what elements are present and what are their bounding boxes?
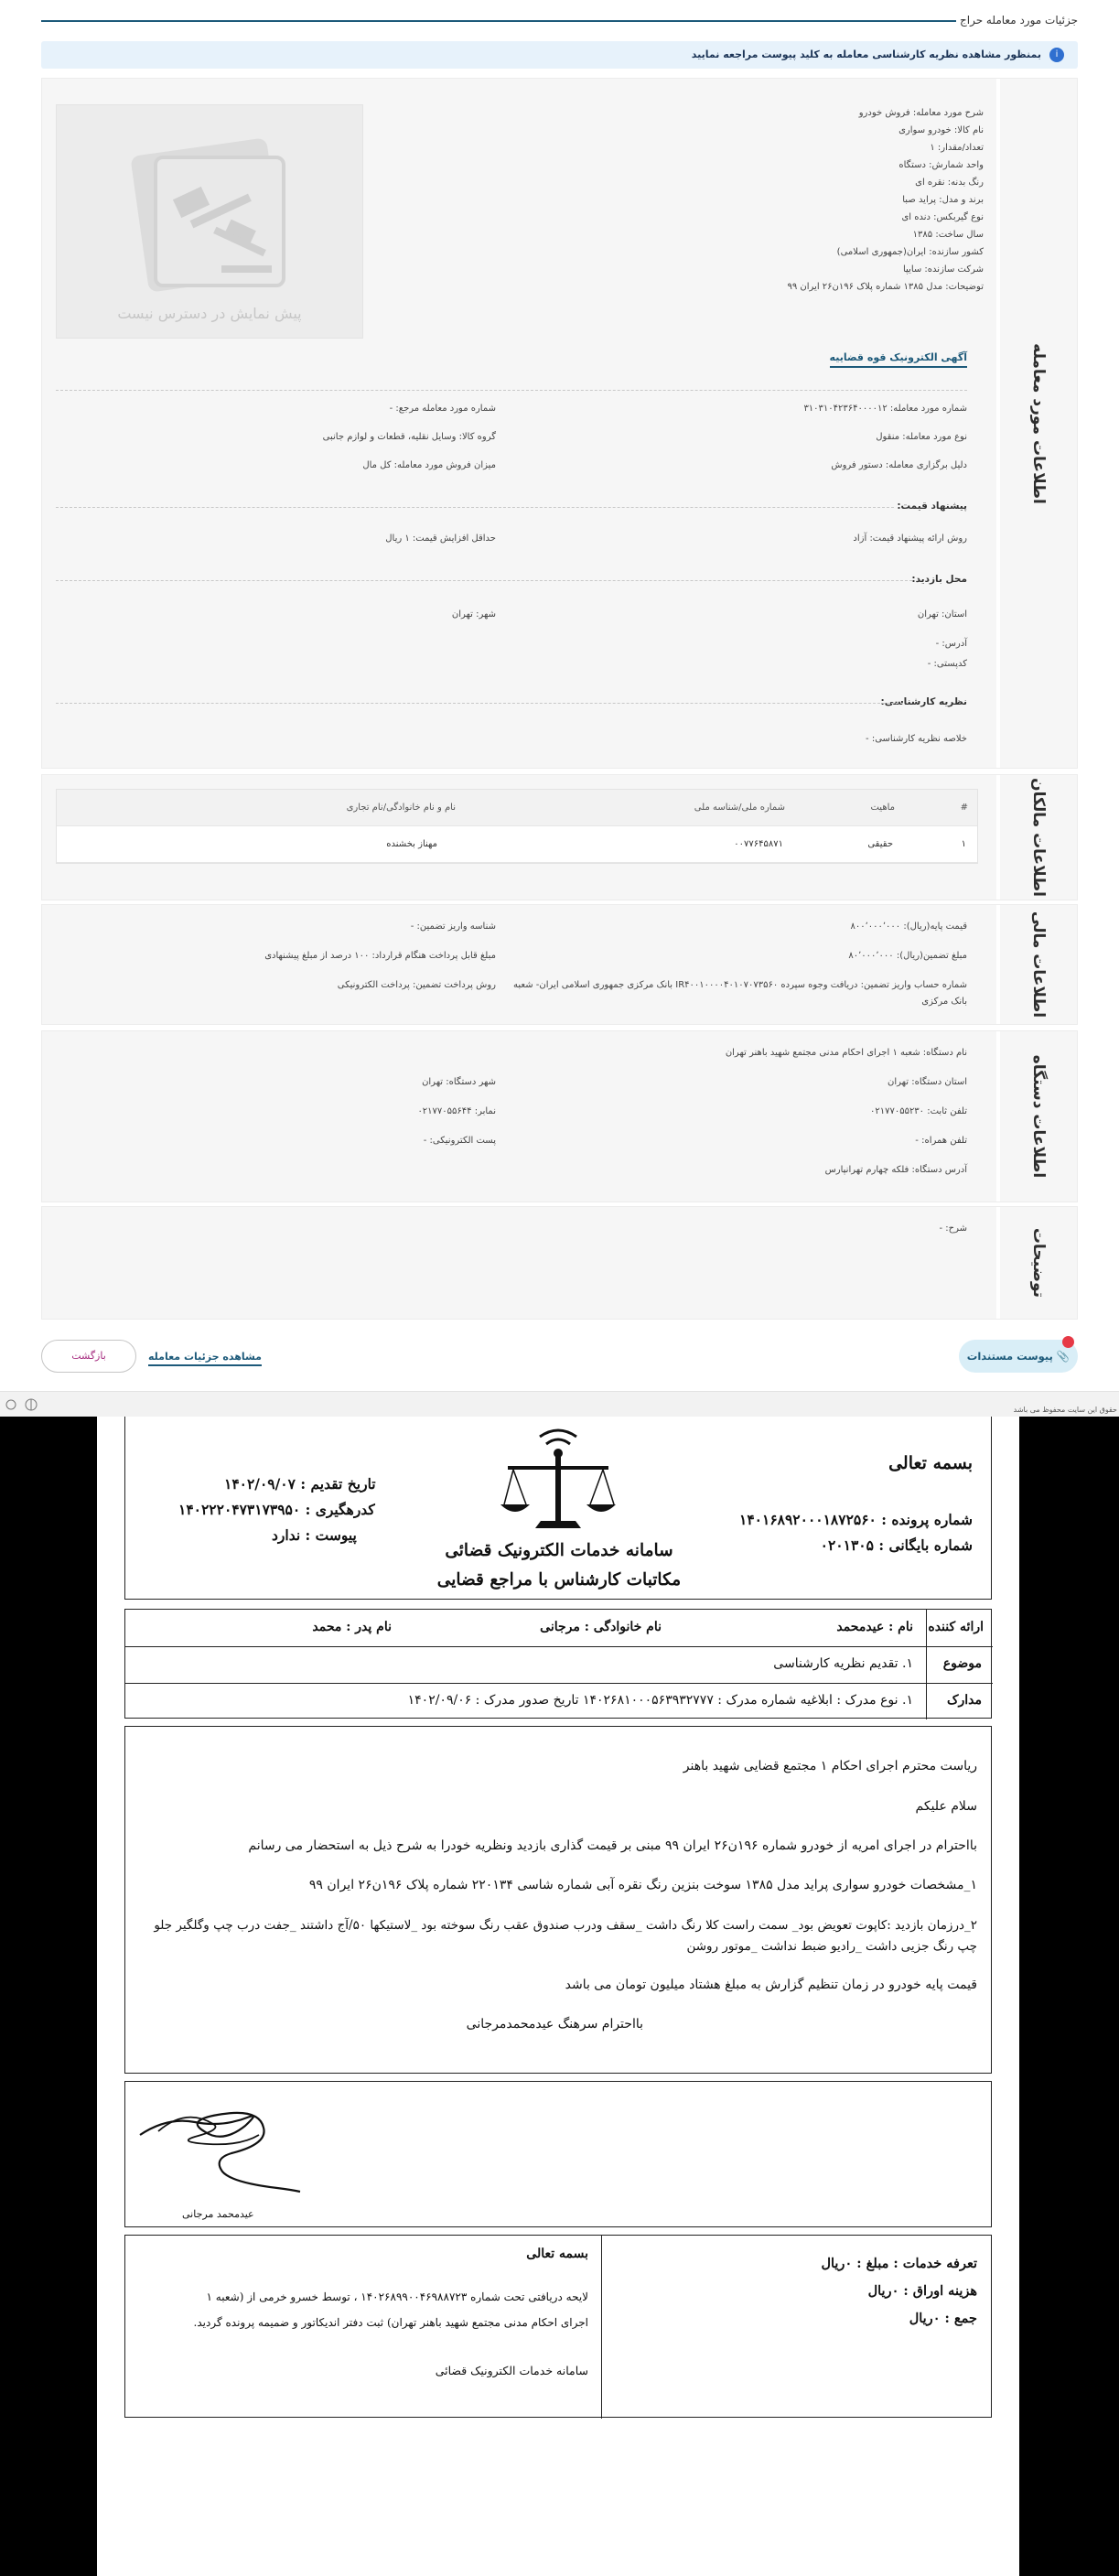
- divider: [56, 390, 967, 391]
- signature-box: [124, 2081, 992, 2227]
- office-address: آدرس دستگاه: فلکه چهارم تهرانپارس: [824, 1165, 967, 1175]
- pay-method: روش پرداخت تضمین: پرداخت الکترونیکی: [337, 980, 496, 990]
- doc-footer-box: [124, 2235, 992, 2418]
- receipt-line: لایحه دریافتی تحت شماره ۱۴۰۲۶۸۹۹۰۰۴۶۹۸۸۷۲۳ ، توسط خسرو خرمی از (شعبه ۱: [206, 2290, 588, 2303]
- copyright-notice: حقوق این سایت محفوظ می باشد: [1013, 1406, 1117, 1414]
- office-name: نام دستگاه: شعبه ۱ اجرای احکام مدنی مجتمع شهید باهنر تهران: [725, 1048, 967, 1058]
- visit-postal: کدپستی: -: [927, 659, 967, 669]
- subject-label: موضوع: [942, 1656, 982, 1671]
- tracking-code: کدرهگیری : ۱۴۰۲۲۲۰۴۷۳۱۷۳۹۵۰: [178, 1501, 375, 1518]
- cell-name: مهناز بخشنده: [386, 839, 437, 849]
- ad-link[interactable]: آگهی الکترونیک قوه قضاییه: [830, 351, 967, 368]
- info-icon: i: [1049, 48, 1064, 62]
- col-type: ماهیت: [870, 803, 895, 813]
- col-index: #: [960, 803, 968, 813]
- body-signoff: بااحترام سرهنگ عیدمحمدمرجانی: [466, 2017, 643, 2032]
- presenter-first-name: نام : عیدمحمد: [836, 1620, 913, 1634]
- section-title: اطلاعات مورد معامله: [1029, 342, 1048, 504]
- notes-section: [41, 1206, 1078, 1320]
- service-fee: تعرفه خدمات : مبلغ : ۰ریال: [821, 2256, 977, 2271]
- action-bar: [0, 1340, 1119, 1376]
- desc-line: رنگ بدنه: نقره ای: [915, 178, 984, 188]
- emblem-icon: [4, 1396, 40, 1414]
- notes-side: [996, 1207, 1077, 1319]
- back-button[interactable]: بازگشت: [41, 1340, 136, 1373]
- item-info-side: [996, 79, 1077, 768]
- doc-bismillah: بسمه تعالی: [888, 1453, 973, 1473]
- owners-section: [41, 774, 1078, 900]
- body-line: چپ رنگ جزیی داشت _رادیو ضبط نداشت _موتور روشن: [686, 1939, 977, 1954]
- judiciary-emblem-icon: [499, 1426, 618, 1534]
- docs-label: مدارک: [946, 1693, 982, 1708]
- section-title: توضیحات: [1029, 1227, 1048, 1299]
- office-phone: تلفن ثابت: ۰۲۱۷۷۰۵۵۲۳۰: [869, 1106, 967, 1116]
- desc-line: شرکت سازنده: سایپا: [902, 264, 984, 275]
- visit-province: استان: تهران: [917, 609, 967, 620]
- deposit-id: شناسه واریز تضمین: -: [410, 922, 496, 932]
- presenter-label: ارائه کننده: [928, 1620, 984, 1634]
- base-price: قیمت پایه(ریال): ۸۰۰٬۰۰۰٬۰۰۰: [850, 922, 967, 932]
- body-line: ریاست محترم اجرای احکام ۱ مجتمع قضایی شهید باهنر: [683, 1759, 977, 1773]
- desc-line: تعداد/مقدار: ۱: [930, 143, 984, 153]
- owners-table: [56, 789, 978, 864]
- col-name: نام و نام خانوادگی/نام تجاری: [346, 803, 456, 813]
- desc-line: کشور سازنده: ایران(جمهوری اسلامی): [836, 247, 984, 257]
- table-divider: [125, 1646, 993, 1647]
- archive-number: شماره بایگانی : ۰۲۰۱۳۰۵: [820, 1536, 973, 1554]
- finance-section: [41, 904, 1078, 1025]
- item-type: نوع مورد معامله: منقول: [876, 432, 967, 442]
- notice-text: بمنظور مشاهده نظریه کارشناسی معامله به کلید پیوست مراجعه نمایید: [691, 49, 1041, 60]
- cell-type: حقیقی: [867, 839, 893, 849]
- divider: [56, 703, 903, 704]
- paperclip-icon: 📎: [1056, 1350, 1071, 1363]
- notification-badge: [1062, 1336, 1074, 1348]
- body-line: بااحترام در اجرای امریه از خودرو شماره ۱۹۶ن۲۶ ایران ۹۹ مبنی بر قیمت گذاری بازدید ونظریه خودرا به شرح ذیل به استحضار می رسانم: [248, 1838, 977, 1853]
- org-name: سامانه خدمات الکترونیک قضائی: [445, 1541, 673, 1560]
- attachments-button[interactable]: [959, 1340, 1078, 1373]
- signature-image: [131, 2089, 305, 2199]
- visit-city: شهر: تهران: [451, 609, 496, 620]
- office-section: [41, 1030, 1078, 1202]
- body-line: ۱_مشخصات خودرو سواری پراید مدل ۱۳۸۵ سوخت بنزین رنگ نقره آبی شماره شاسی ۲۲۰۱۳۴ شماره پلاک ۱۹۶ن۲۶ ایران ۹۹: [308, 1878, 977, 1892]
- section-title: اطلاعات مالکان: [1029, 778, 1048, 897]
- expert-opinion-document: [97, 1417, 1019, 2576]
- cell-national-id: ۰۰۷۷۶۴۵۸۷۱: [734, 839, 783, 849]
- office-mobile: تلفن همراه: -: [915, 1136, 967, 1146]
- subject-value: ۱. تقدیم نظریه کارشناسی: [773, 1656, 913, 1671]
- desc-line: سال ساخت: ۱۳۸۵: [912, 230, 984, 240]
- office-city: شهر دستگاه: تهران: [422, 1077, 496, 1087]
- table-row: [57, 826, 977, 863]
- doc-header: [124, 1417, 992, 1600]
- preview-caption: پیش نمایش در دسترس نیست: [117, 305, 302, 322]
- attachment-info: پیوست : ندارد: [272, 1526, 357, 1544]
- price-heading: پیشنهاد قیمت:: [897, 501, 967, 512]
- section-title: اطلاعات دستگاه: [1029, 1054, 1048, 1179]
- divider: [56, 580, 912, 581]
- sale-reason: دلیل برگزاری معامله: دستور فروش: [831, 460, 967, 470]
- org-subtitle: مکاتبات کارشناس با مراجع قضایی: [436, 1570, 682, 1590]
- table-divider: [926, 1610, 927, 1719]
- office-province: استان دستگاه: تهران: [888, 1077, 967, 1087]
- finance-side: [996, 905, 1077, 1024]
- divider: [56, 507, 894, 508]
- body-line: قیمت پایه خودرو در زمان تنظیم گزارش به مبلغ هشتاد میلیون تومان می باشد: [565, 1978, 977, 1992]
- receipt-title: بسمه تعالی: [526, 2247, 588, 2261]
- office-fax: نمابر: ۰۲۱۷۷۰۵۵۶۴۴: [417, 1106, 496, 1116]
- desc-line: واحد شمارش: دستگاه: [898, 160, 984, 170]
- details-link[interactable]: مشاهده جزئیات معامله: [148, 1351, 262, 1366]
- desc-line: نوع گیربکس: دنده ای: [901, 212, 984, 222]
- office-email: پست الکترونیکی: -: [423, 1136, 496, 1146]
- guarantee-amount: مبلغ تضمین(ریال): ۸۰٬۰۰۰٬۰۰۰: [848, 951, 967, 961]
- case-number: شماره پرونده : ۱۴۰۱۶۸۹۲۰۰۰۱۸۷۲۵۶۰: [739, 1511, 973, 1528]
- price-min-increase: حداقل افزایش قیمت: ۱ ریال: [385, 534, 496, 544]
- owners-side: [996, 775, 1077, 900]
- body-line: ۲_درزمان بازدید :کاپوت تعویض بود_ سمت راست کلا رنگ داشت _سقف ودرب صندوق عقب رنگ سوخته بود _لاستیکها ۵۰/آج داشتند _جفت درب چپ وگلگیر جلو: [154, 1918, 977, 1933]
- account-number-cont: بانک مرکزی: [921, 997, 967, 1007]
- notes-desc: شرح: -: [939, 1223, 967, 1234]
- paper-fee: هزینه اوراق : ۰ریال: [867, 2283, 977, 2299]
- cell-index: ۱: [961, 839, 966, 849]
- doc-info-table: [124, 1609, 992, 1719]
- visit-address: آدرس: -: [935, 639, 967, 649]
- presenter-father-name: نام پدر : محمد: [312, 1620, 392, 1634]
- office-side: [996, 1031, 1077, 1202]
- ref-origin: شماره مورد معامله مرجع: -: [389, 404, 496, 414]
- desc-line: توضیحات: مدل ۱۳۸۵ شماره پلاک ۱۹۶ن۲۶ ایران ۹۹: [787, 282, 984, 292]
- col-national-id: شماره ملی/شناسه ملی: [694, 803, 785, 813]
- box-divider: [601, 2236, 602, 2419]
- body-line: سلام علیکم: [915, 1799, 977, 1814]
- docs-value: ۱. نوع مدرک : ابلاغیه شماره مدرک : ۱۴۰۲۶۸۱۰۰۰۵۶۳۹۳۲۷۷۷ تاریخ صدور مدرک : ۱۴۰۲/۰۹/۰۶: [407, 1693, 913, 1708]
- image-preview: [56, 104, 363, 339]
- desc-line: نام کالا: خودرو سواری: [898, 125, 984, 135]
- expert-heading: نظریه کارشناسی:: [880, 696, 967, 707]
- receipt-footer: سامانه خدمات الکترونیک قضائی: [435, 2364, 588, 2377]
- doc-body: [124, 1726, 992, 2074]
- section-title: اطلاعات مالی: [1029, 911, 1048, 1019]
- contract-amount: مبلغ قابل پرداخت هنگام قرارداد: ۱۰۰ درصد از مبلغ پیشنهادی: [264, 951, 496, 961]
- viewer-footer: [0, 1391, 1119, 1417]
- price-method: روش ارائه پیشنهاد قیمت: آزاد: [853, 534, 967, 544]
- page-title: جزئیات مورد معامله حراج: [960, 14, 1078, 27]
- item-group: گروه کالا: وسایل نقلیه، قطعات و لوازم جانبی: [322, 432, 496, 442]
- account-number: شماره حساب واریز تضمین: دریافت وجوه سپرده IR۴۰۰۱۰۰۰۰۴۰۱۰۷۰۷۳۵۶۰ بانک مرکزی جمهوری اسلامی ایران- شعبه: [513, 980, 967, 990]
- total-fee: جمع : ۰ریال: [909, 2311, 977, 2326]
- presenter-last-name: نام خانوادگی : مرجانی: [540, 1620, 662, 1634]
- signer-name: عیدمحمد مرجانی: [182, 2208, 254, 2220]
- notice-bar: [41, 41, 1078, 69]
- submit-date: تاریخ تقدیم : ۱۴۰۲/۰۹/۰۷: [224, 1475, 376, 1493]
- receipt-line: اجرای احکام مدنی مجتمع شهید باهنر تهران) ثبت دفتر اندیکاتور و ضمیمه پرونده گردید.: [193, 2316, 588, 2329]
- header-divider: [41, 20, 956, 22]
- gavel-icon: [112, 128, 313, 302]
- desc-line: شرح مورد معامله: فروش خودرو: [858, 108, 984, 118]
- attachments-label: پیوست مستندات: [966, 1350, 1053, 1363]
- ref-number: شماره مورد معامله: ۳۱۰۳۱۰۴۲۳۶۴۰۰۰۰۱۲: [803, 404, 967, 414]
- expert-summary: خلاصه نظریه کارشناسی: -: [866, 734, 967, 744]
- item-info-section: [41, 78, 1078, 769]
- sale-amount: میزان فروش مورد معامله: کل مال: [362, 460, 496, 470]
- table-header: [57, 790, 977, 826]
- visit-heading: محل بازدید:: [911, 574, 967, 585]
- desc-line: برند و مدل: پراید صبا: [902, 195, 984, 205]
- table-divider: [125, 1683, 993, 1684]
